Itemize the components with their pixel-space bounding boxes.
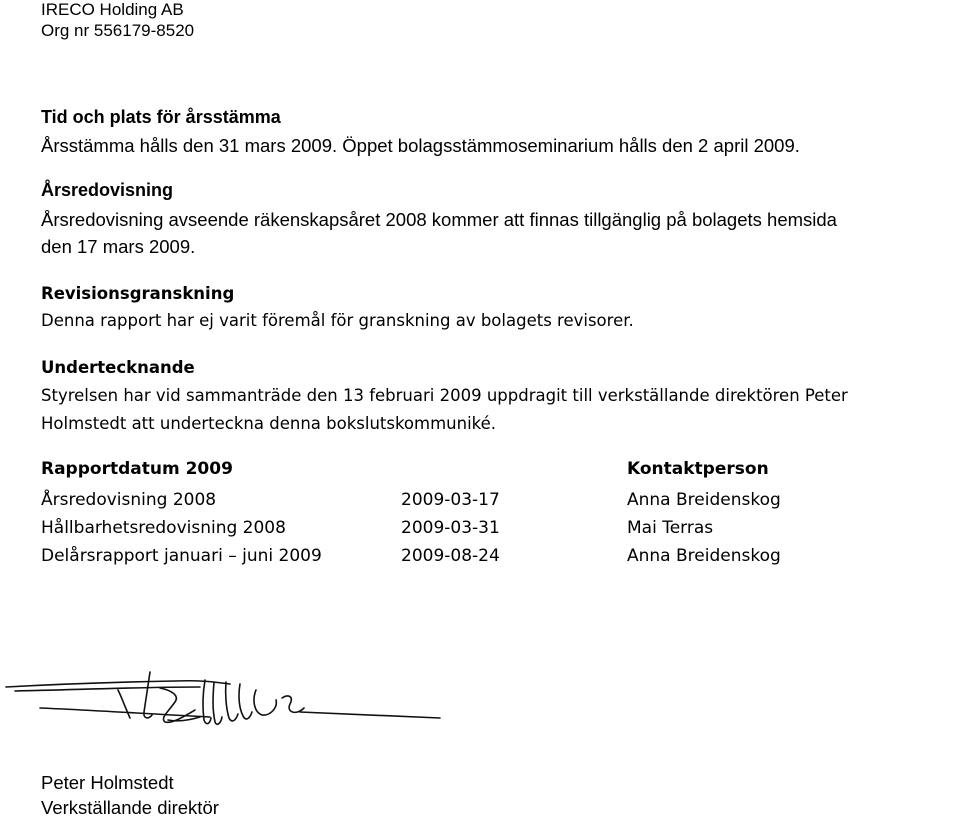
handwritten-signature bbox=[0, 660, 460, 740]
section-heading-revision: Revisionsgranskning bbox=[41, 284, 235, 303]
table-cell-date: 2009-03-17 bbox=[401, 490, 500, 510]
table-row bbox=[0, 489, 960, 511]
table-row bbox=[0, 517, 960, 539]
section-text-arsredovisning-line1: Årsredovisning avseende räkenskapsåret 2008 kommer att finnas tillgänglig på bolagets hemsida bbox=[41, 209, 837, 230]
org-number: Org nr 556179-8520 bbox=[41, 21, 195, 40]
report-table-header-right: Kontaktperson bbox=[627, 459, 769, 479]
section-heading-arsstamma: Tid och plats för årsstämma bbox=[41, 107, 281, 127]
table-cell-report: Årsredovisning 2008 bbox=[41, 490, 217, 510]
table-cell-date: 2009-08-24 bbox=[401, 546, 500, 566]
table-cell-date: 2009-03-31 bbox=[401, 518, 500, 538]
table-row bbox=[0, 545, 960, 567]
section-text-undertecknande-line2: Holmstedt att underteckna denna bokslutskommuniké. bbox=[41, 414, 497, 433]
section-text-undertecknande-line1: Styrelsen har vid sammanträde den 13 februari 2009 uppdragit till verkställande direktören Peter bbox=[41, 386, 848, 405]
table-cell-report: Delårsrapport januari – juni 2009 bbox=[41, 546, 322, 566]
table-cell-contact: Mai Terras bbox=[627, 518, 714, 538]
table-cell-contact: Anna Breidenskog bbox=[627, 546, 781, 566]
company-name: IRECO Holding AB bbox=[41, 0, 184, 19]
table-cell-contact: Anna Breidenskog bbox=[627, 490, 781, 510]
signatory-title: Verkställande direktör bbox=[41, 797, 219, 818]
report-table-header bbox=[0, 458, 960, 480]
table-cell-report: Hållbarhetsredovisning 2008 bbox=[41, 518, 286, 538]
section-text-arsstamma: Årsstämma hålls den 31 mars 2009. Öppet bolagsstämmoseminarium hålls den 2 april 2009. bbox=[41, 135, 800, 156]
section-heading-arsredovisning: Årsredovisning bbox=[41, 180, 174, 200]
section-text-arsredovisning-line2: den 17 mars 2009. bbox=[41, 236, 196, 257]
signatory-name: Peter Holmstedt bbox=[41, 772, 174, 793]
report-table-header-left: Rapportdatum 2009 bbox=[41, 459, 233, 479]
section-heading-undertecknande: Undertecknande bbox=[41, 358, 195, 377]
section-text-revision: Denna rapport har ej varit föremål för granskning av bolagets revisorer. bbox=[41, 311, 634, 330]
